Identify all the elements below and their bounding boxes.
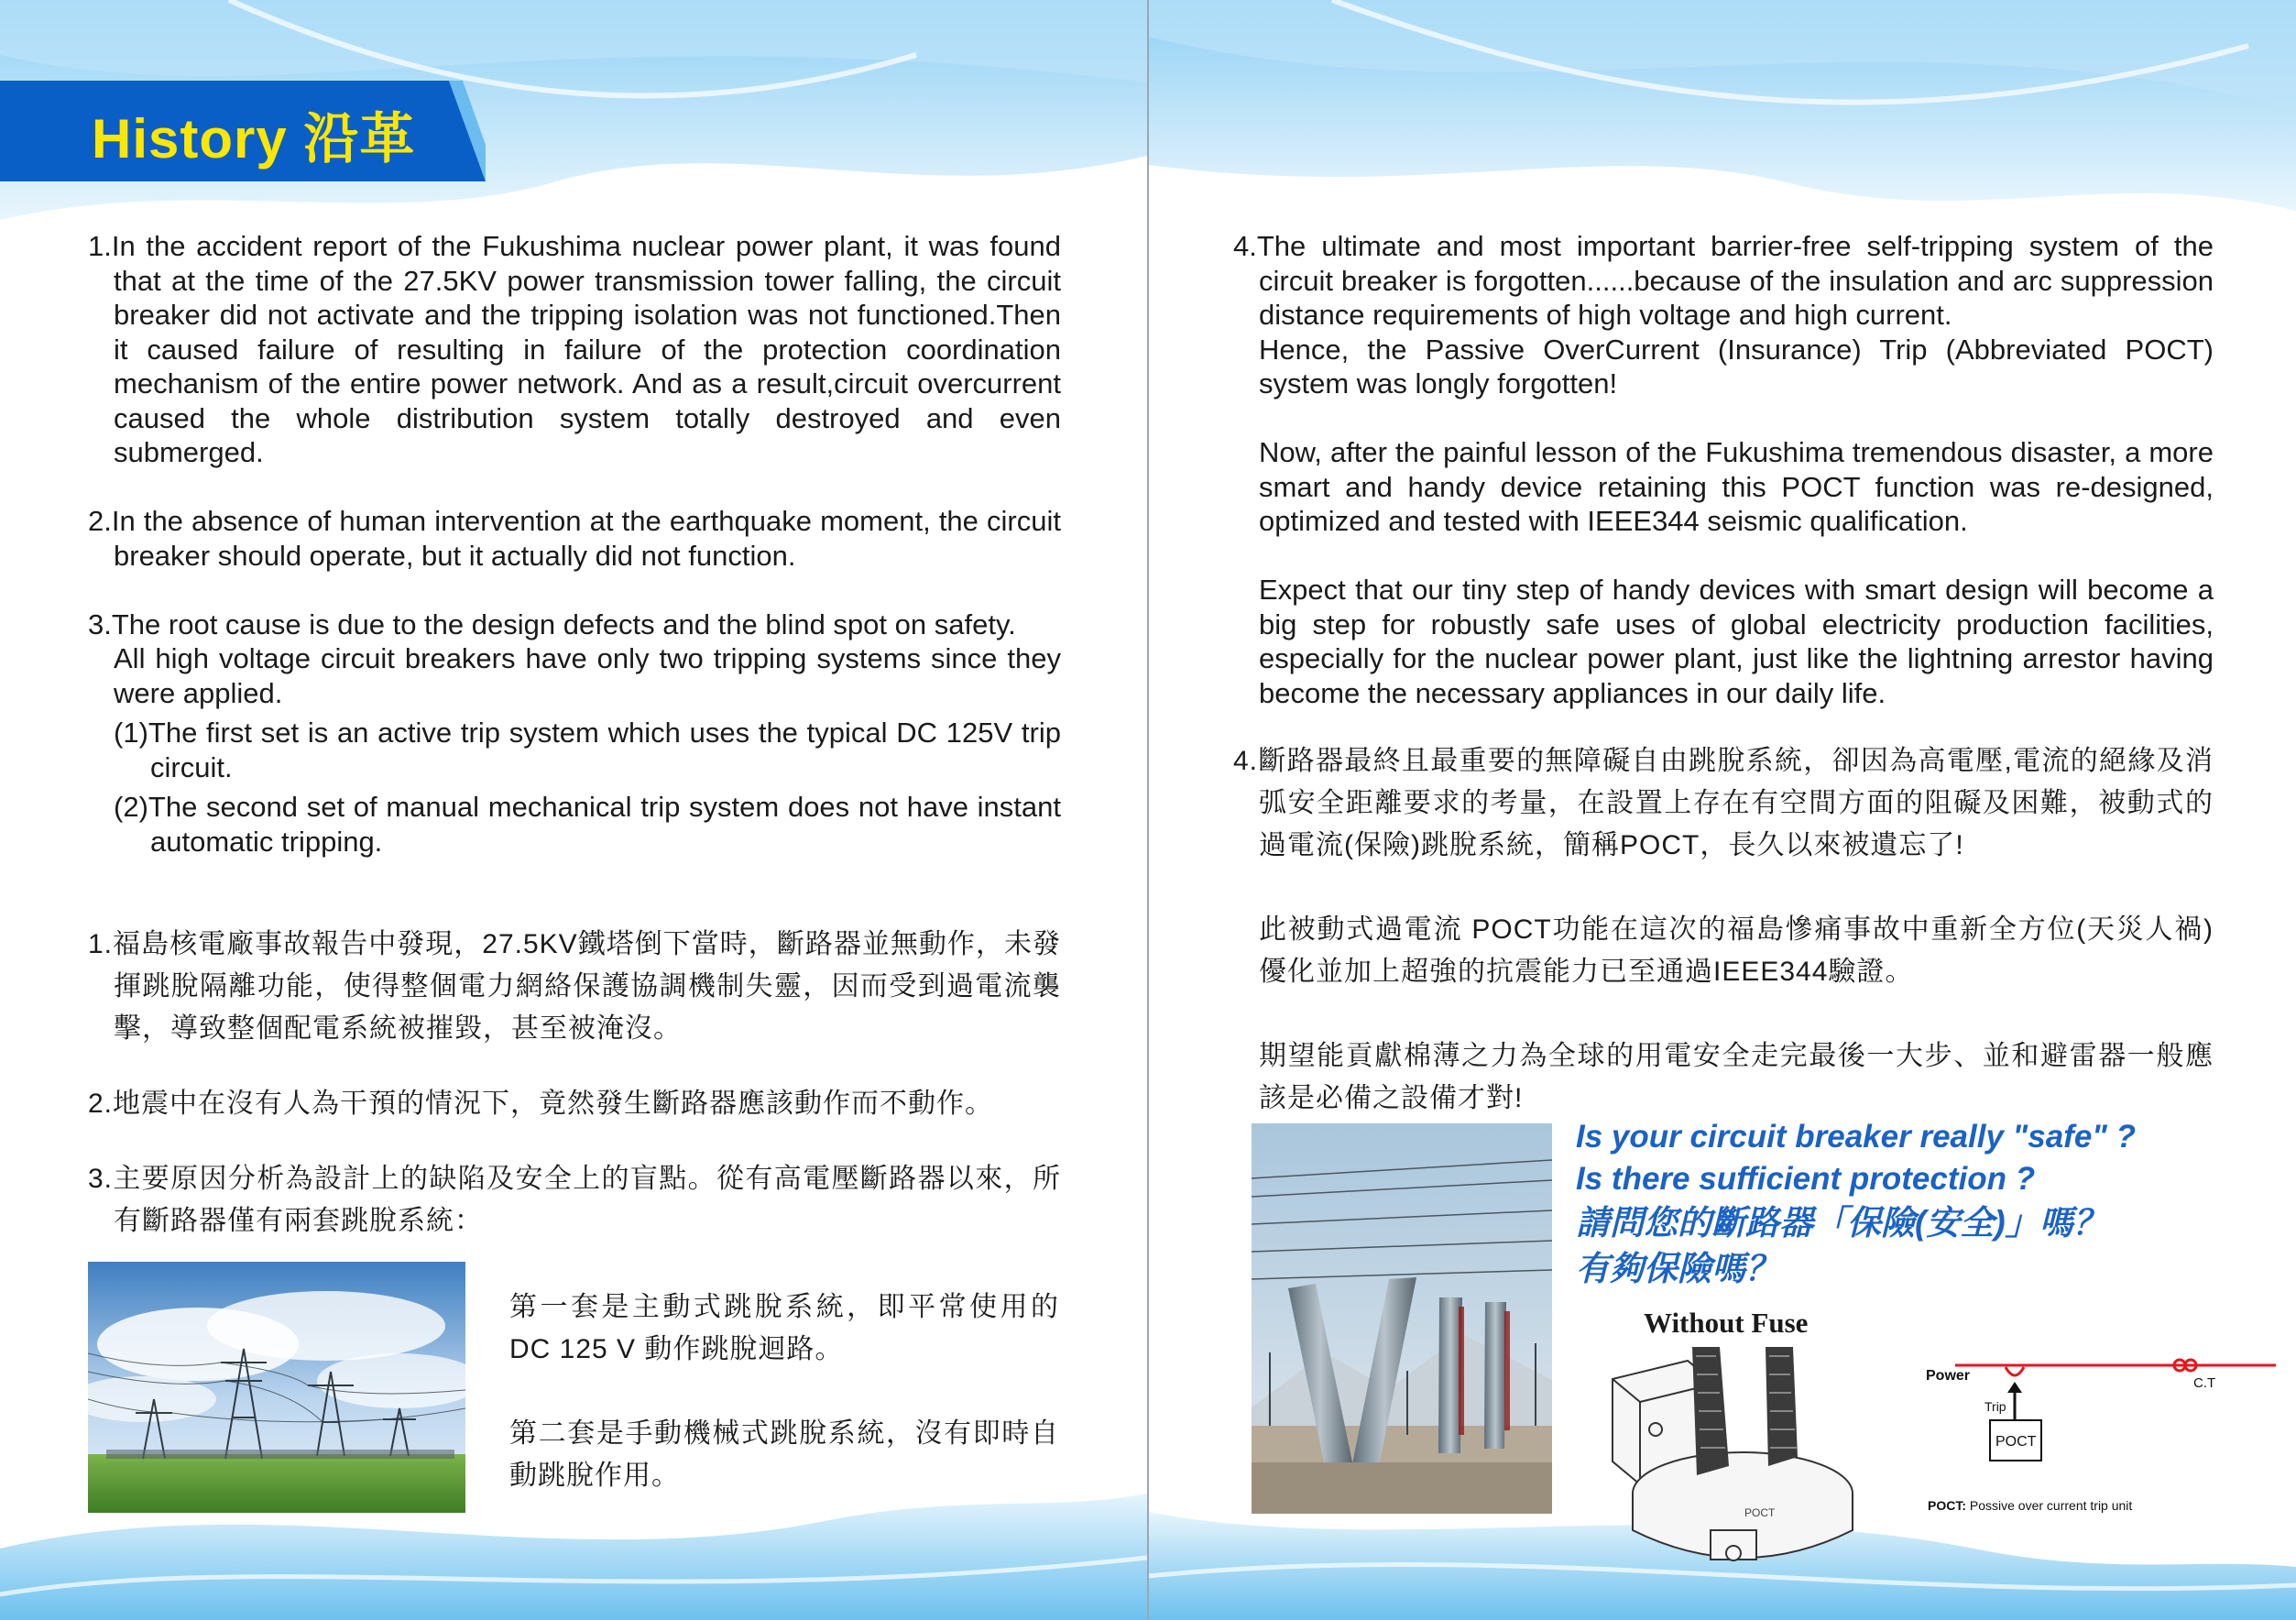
- poct-legend-key: POCT:: [1928, 1498, 1966, 1513]
- poct-legend: [1928, 1498, 2132, 1513]
- chinese-expect-paragraph: 期望能貢獻棉薄之力為全球的用電安全走完最後一大步、並和避雷器一般應該是必備之設備才對!: [1259, 1041, 2214, 1113]
- english-item-3-line2: All high voltage circuit breakers have only two tripping systems since they were applied.: [114, 642, 1061, 709]
- trip-label: Trip: [1984, 1399, 2006, 1414]
- right-english-text: [1233, 229, 2214, 745]
- power-tower-photo: [88, 1262, 465, 1513]
- english-expect-paragraph: Expect that our tiny step of handy devices with smart design will become a big step for robustly safe uses of global electricity production facilities, especially for the nuclear power plant, just like the lightning arrestor having become the necessary appliances in our daily life.: [1259, 574, 2214, 709]
- english-item-1: 1.In the accident report of the Fukushima nuclear power plant, it was found that at the time of the 27.5KV power transmission tower falling, the circuit breaker did not activate and the tripping isolation was not functioned.Then it caused failure of resulting in failure of the protection coordination mechanism of the entire power network. And as a result,circuit overcurrent caused the whole distribution system totally destroyed and even submerged.: [88, 230, 1061, 468]
- caption-first-set: 第一套是主動式跳脫系統，即平常使用的DC 125 V 動作跳脫迴路。: [509, 1292, 1059, 1364]
- poct-box-label: POCT: [1995, 1434, 2037, 1450]
- right-page: [1149, 0, 2296, 1620]
- english-item-2: 2.In the absence of human intervention at the earthquake moment, the circuit breaker should operate, but it actually did not function.: [88, 505, 1061, 572]
- poct-legend-text: Possive over current trip unit: [1966, 1498, 2133, 1513]
- english-item-3-line1: 3.The root cause is due to the design defects and the blind spot on safety.: [88, 608, 1016, 640]
- chinese-item-4: 4.斷路器最終且最重要的無障礙自由跳脫系統，卻因為高電壓,電流的絕緣及消弧安全距離要求的考量，在設置上存在有空間方面的阻礙及困難，被動式的過電流(保險)跳脫系統，簡稱POCT，長久以來被遺忘了!: [1233, 746, 2214, 860]
- question-protection: Is there sufficient protection ?: [1576, 1161, 2036, 1197]
- chinese-item-3: 3.主要原因分析為設計上的缺陷及安全上的盲點。從有高電壓斷路器以來，所有斷路器僅有兩套跳脫系統：: [88, 1164, 1061, 1236]
- english-item-3-sub2: (2)The second set of manual mechanical trip system does not have instant automatic tripping.: [114, 791, 1061, 858]
- substation-photo: [1252, 1123, 1552, 1514]
- right-chinese-text: [1233, 740, 2214, 1120]
- question-safe: Is your circuit breaker really "safe" ?: [1576, 1119, 2136, 1155]
- trip-systems-caption: [509, 1286, 1059, 1497]
- english-item-3-sub1: (1)The first set is an active trip system which uses the typical DC 125V trip circuit.: [114, 717, 1061, 783]
- english-item-4-poct: Hence, the Passive OverCurrent (Insurance) Trip (Abbreviated POCT) system was longly forgotten!: [1259, 333, 2214, 400]
- page-title: History 沿革: [92, 108, 416, 170]
- english-item-3: [88, 608, 1061, 859]
- breaker-illustration: [1605, 1347, 1908, 1585]
- chinese-item-2: 2.地震中在沒有人為干預的情況下，竟然發生斷路器應該動作而不動作。: [88, 1089, 994, 1119]
- ct-label: C.T: [2193, 1375, 2216, 1391]
- diagram-title: Without Fuse: [1644, 1307, 1809, 1339]
- english-item-4: 4.The ultimate and most important barrier-free self-tripping system of the circuit breaker is forgotten......because of the insulation and arc suppression distance requirements of high voltage and high current.: [1233, 230, 2214, 331]
- question-safe-chinese: 請問您的斷路器「保險(安全)」嗎？: [1576, 1204, 2107, 1242]
- poct-schematic: [1919, 1347, 2285, 1521]
- chinese-poct-paragraph: 此被動式過電流 POCT功能在這次的福島慘痛事故中重新全方位(天災人禍)優化並加上超強的抗震能力已至通過IEEE344驗證。: [1259, 914, 2214, 987]
- safety-questions: [1576, 1116, 2236, 1292]
- device-poct-label: POCT: [1744, 1506, 1776, 1519]
- chinese-item-1: 1.福島核電廠事故報告中發現，27.5KV鐵塔倒下當時，斷路器並無動作，未發揮跳脫隔離功能，使得整個電力網絡保護協調機制失靈，因而受到過電流襲擊，導致整個配電系統被摧毀，甚至被淹沒。: [88, 929, 1061, 1044]
- power-label: Power: [1926, 1368, 1971, 1384]
- caption-second-set: 第二套是手動機械式跳脫系統，沒有即時自動跳脫作用。: [509, 1418, 1059, 1491]
- left-english-text: [88, 229, 1061, 893]
- question-enough-chinese: 有夠保險嗎？: [1576, 1250, 1779, 1287]
- left-page: [0, 0, 1147, 1620]
- english-lesson-paragraph: Now, after the painful lesson of the Fukushima tremendous disaster, a more smart and handy device retaining this POCT function was re-designed, optimized and tested with IEEE344 seismic qualification.: [1259, 436, 2214, 537]
- left-chinese-text: [88, 924, 1061, 1277]
